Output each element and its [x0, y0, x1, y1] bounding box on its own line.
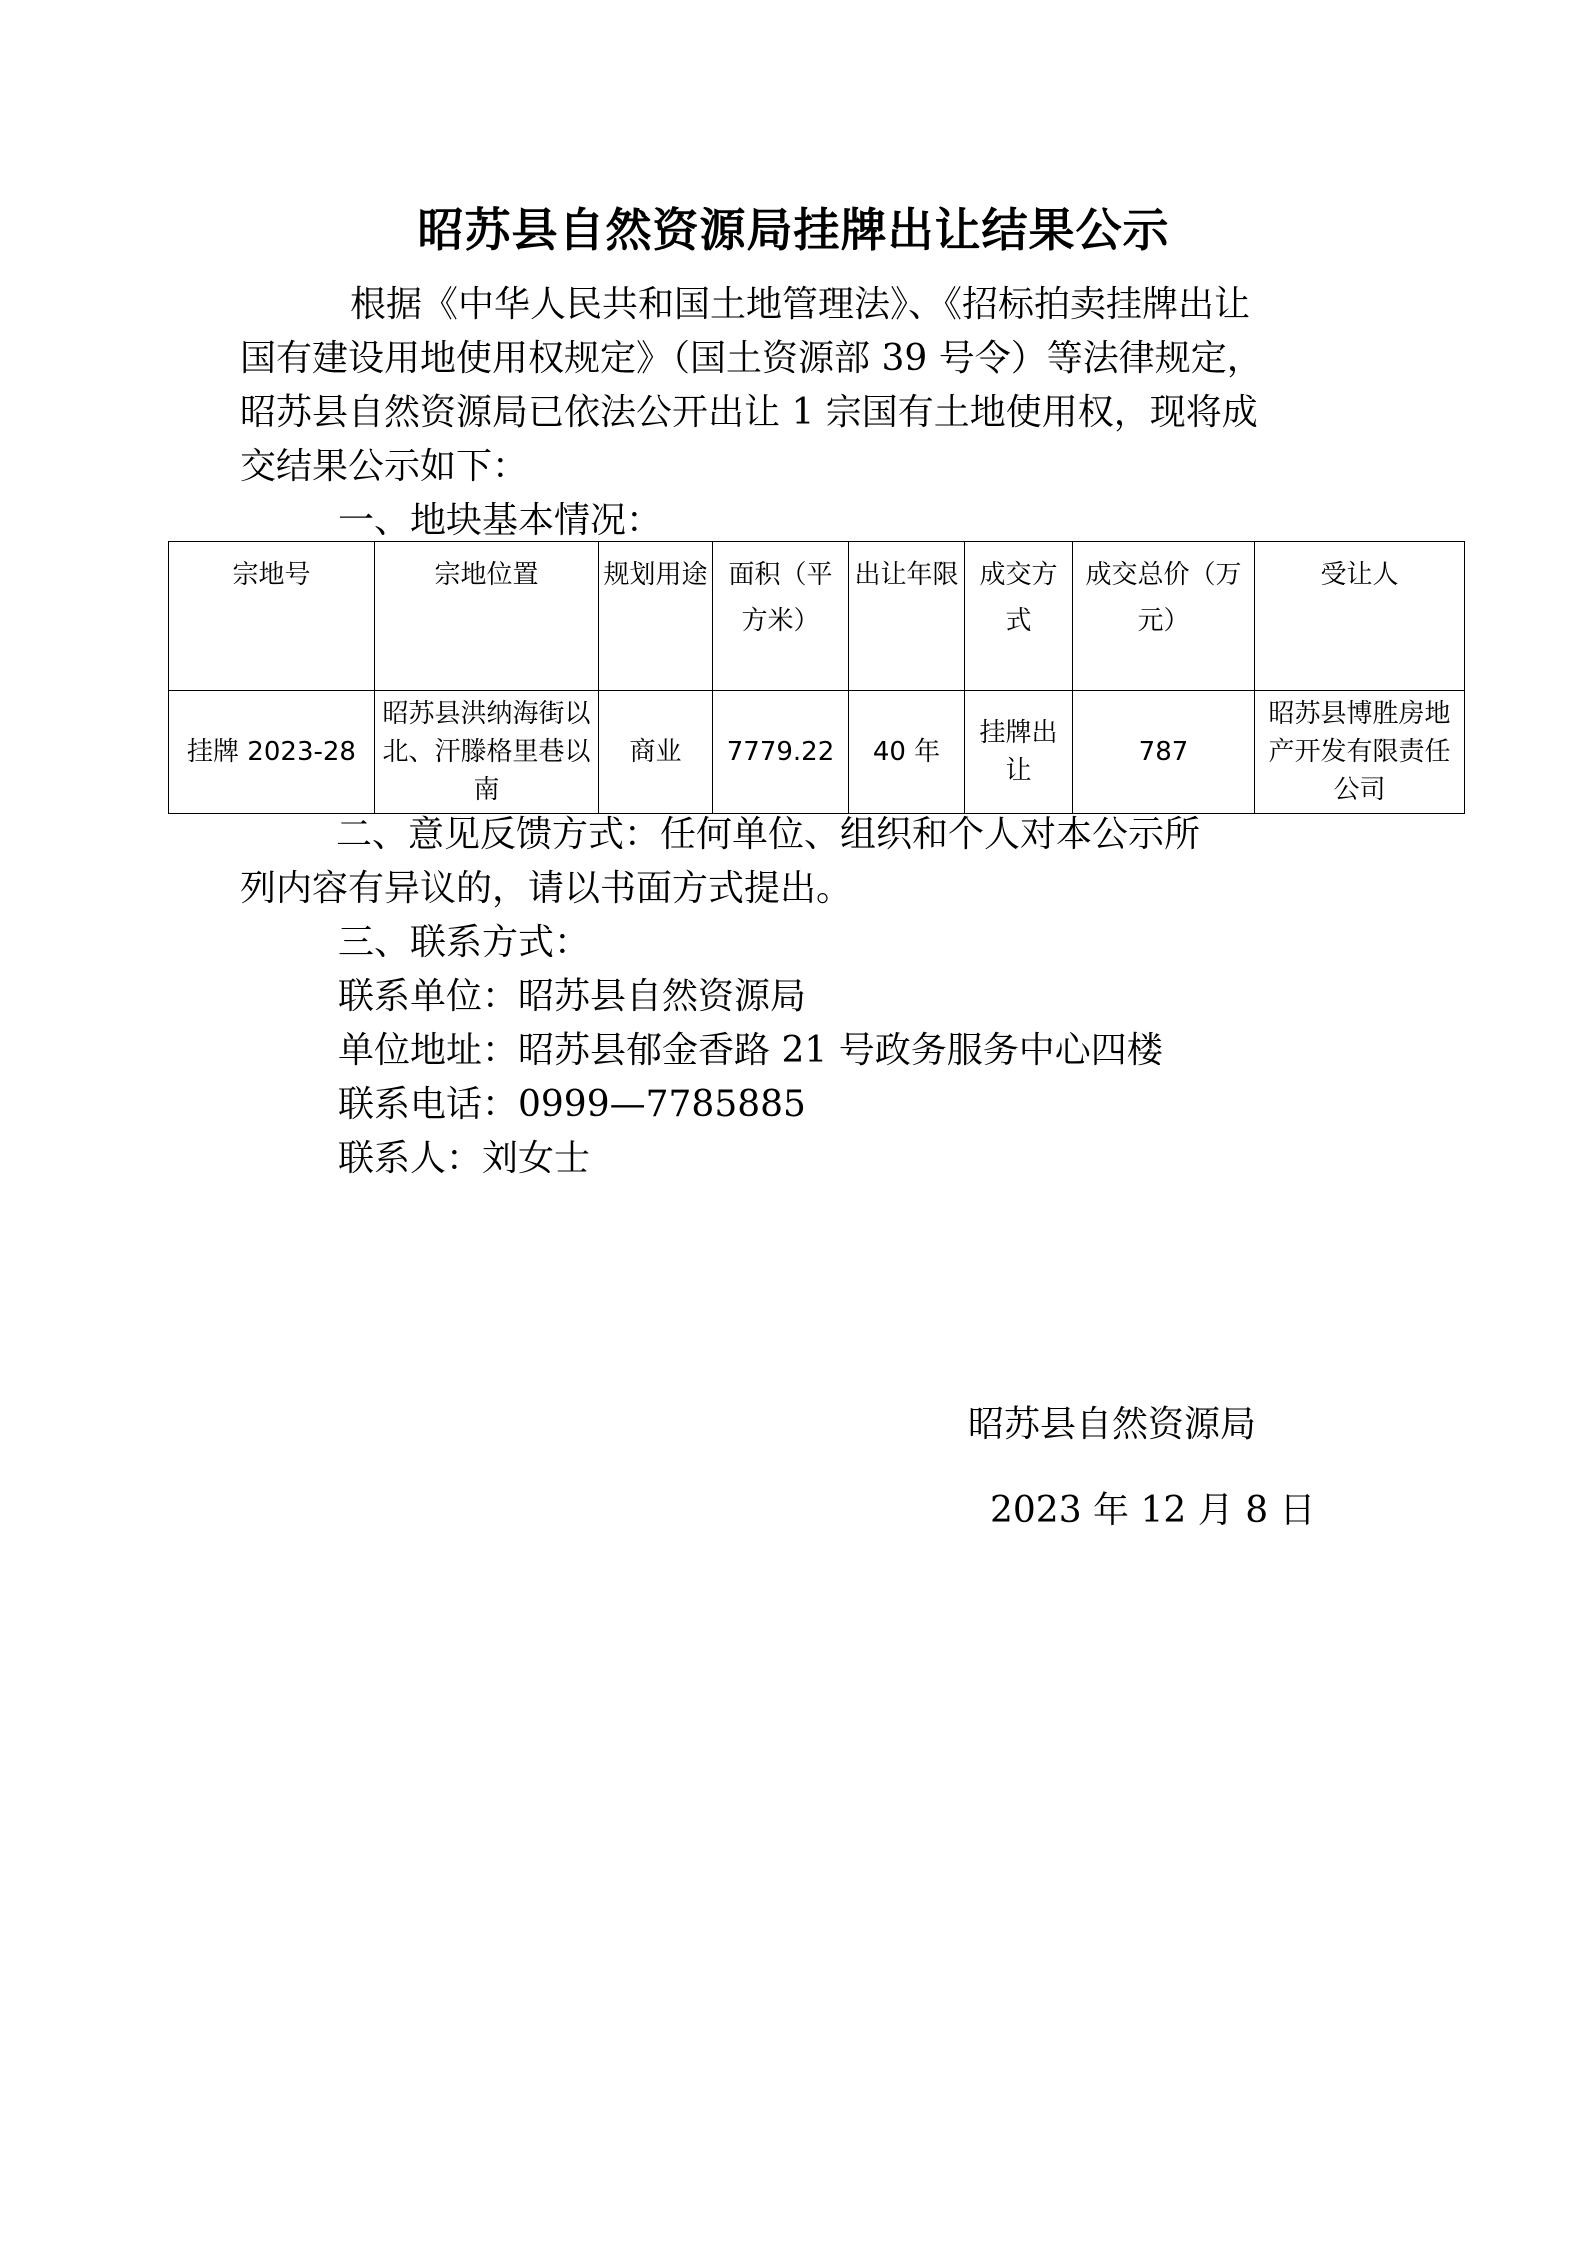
contact-phone: 联系电话：0999—7785885	[338, 1084, 806, 1125]
intro-line-2: 国有建设用地使用权规定》（国土资源部 39 号令）等法律规定，	[240, 338, 1263, 379]
table-header-row	[169, 542, 1465, 691]
table-row	[169, 691, 1465, 814]
cell-price: 787	[1073, 691, 1255, 814]
cell-location: 昭苏县洪纳海街以北、汗滕格里巷以南	[375, 691, 599, 814]
cell-plot-no: 挂牌 2023-28	[169, 691, 375, 814]
header-use: 规划用途	[599, 542, 713, 691]
feedback-line-1: 二、意见反馈方式：任何单位、组织和个人对本公示所	[336, 814, 1201, 855]
intro-line-3: 昭苏县自然资源局已依法公开出让 1 宗国有土地使用权，现将成	[240, 392, 1258, 433]
cell-grantee: 昭苏县博胜房地产开发有限责任公司	[1255, 691, 1465, 814]
intro-paragraph	[240, 278, 1350, 494]
section-3-heading: 三、联系方式：	[338, 922, 591, 963]
header-method: 成交方式	[965, 542, 1073, 691]
header-grantee: 受让人	[1255, 542, 1465, 691]
signature-org: 昭苏县自然资源局	[968, 1404, 1257, 1445]
header-term: 出让年限	[849, 542, 965, 691]
header-area: 面积（平方米）	[713, 542, 849, 691]
intro-line-4: 交结果公示如下：	[240, 446, 529, 487]
header-plot-no: 宗地号	[169, 542, 375, 691]
signature-date: 2023 年 12 月 8 日	[990, 1490, 1316, 1531]
header-price: 成交总价（万元）	[1073, 542, 1255, 691]
feedback-line-2: 列内容有异议的，请以书面方式提出。	[240, 868, 853, 909]
cell-area: 7779.22	[713, 691, 849, 814]
cell-term: 40 年	[849, 691, 965, 814]
contact-address: 单位地址：昭苏县郁金香路 21 号政务服务中心四楼	[338, 1030, 1163, 1071]
intro-line-1: 根据《中华人民共和国土地管理法》、《招标拍卖挂牌出让	[350, 284, 1251, 325]
cell-use: 商业	[599, 691, 713, 814]
contact-person: 联系人：刘女士	[338, 1138, 591, 1179]
cell-method: 挂牌出让	[965, 691, 1073, 814]
feedback-paragraph	[240, 808, 1350, 916]
document-title: 昭苏县自然资源局挂牌出让结果公示	[417, 203, 1170, 257]
contact-unit: 联系单位：昭苏县自然资源局	[338, 976, 807, 1017]
section-1-heading: 一、地块基本情况：	[338, 500, 663, 541]
land-parcel-table	[168, 541, 1465, 814]
header-location: 宗地位置	[375, 542, 599, 691]
